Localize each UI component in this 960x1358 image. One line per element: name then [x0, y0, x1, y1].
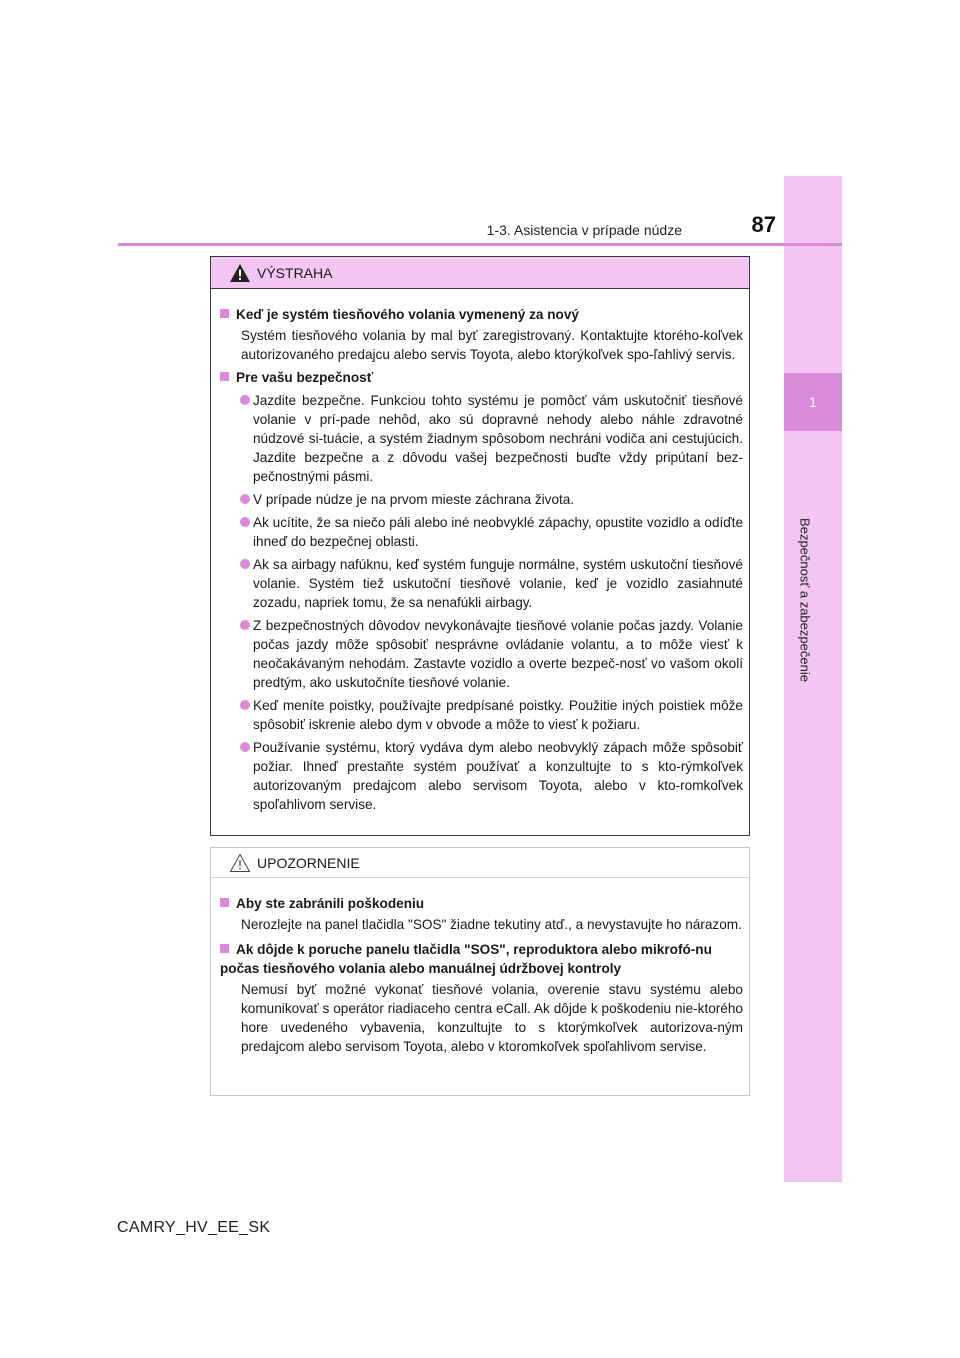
round-bullet-icon: [240, 620, 250, 630]
document-code: CAMRY_HV_EE_SK: [117, 1219, 271, 1236]
caution-title: UPOZORNENIE: [257, 854, 360, 871]
chapter-side-tab: [784, 176, 842, 1182]
page-number: 87: [751, 212, 776, 237]
square-bullet-icon: [220, 309, 229, 318]
warning-bullet: V prípade núdze je na prvom mieste záchrana života.: [220, 490, 743, 509]
section-title: 1-3. Asistencia v prípade núdze: [486, 222, 682, 238]
warning-bullet: Z bezpečnostných dôvodov nevykonávajte tiesňové volanie počas jazdy. Volanie počas jazdy môže spôsobiť nesprávne ovládanie volantu, a to môže viesť k neočakávaným nehodám. Zastavte vozidlo a overte bezpeč-nosť vo vašom okolí predtým, ako uskutočníte tiesňové volanie.: [220, 616, 743, 692]
caution-box: [210, 847, 750, 1096]
round-bullet-icon: [240, 395, 250, 405]
warning-heading-1: Keď je systém tiesňového volania vymenený za nový: [220, 305, 743, 324]
warning-header: [211, 257, 749, 289]
round-bullet-icon: [240, 559, 250, 569]
warning-heading-2: Pre vašu bezpečnosť: [220, 368, 743, 387]
warning-title: VÝSTRAHA: [257, 264, 333, 281]
warning-triangle-icon: [229, 263, 251, 283]
warning-bullet: Ak ucítite, že sa niečo páli alebo iné neobvyklé zápachy, opustite vozidlo a odíďte ihneď do bezpečnej oblasti.: [220, 513, 743, 551]
caution-heading-1: Aby ste zabránili poškodeniu: [220, 894, 743, 913]
warning-paragraph-1: Systém tiesňového volania by mal byť zaregistrovaný. Kontaktujte ktorého-koľvek autorizovaného predajcu alebo servis Toyota, alebo ktorýkoľvek spo-ľahlivý servis.: [241, 328, 743, 362]
caution-heading-2: Ak dôjde k poruche panelu tlačidla "SOS", reproduktora alebo mikrofó-nu počas tiesňového volania alebo manuálnej údržbovej kontroly: [220, 942, 712, 976]
chapter-number: 1: [784, 373, 842, 431]
round-bullet-icon: [240, 742, 250, 752]
caution-content: [211, 878, 749, 1056]
caution-paragraph-2: Nemusí byť možné vykonať tiesňové volania, overenie stavu systému alebo komunikovať s operátor riadiaceho centra eCall. Ak dôjde k poškodeniu nie-ktorého hore uvedeného vybavenia, konzultujte to s ktorýmkoľvek autorizova-ným predajcom alebo servisom Toyota, alebo v ktoromkoľvek spoľahlivom servise.: [241, 982, 743, 1054]
round-bullet-icon: [240, 494, 250, 504]
caution-paragraph-1: Nerozlejte na panel tlačidla "SOS" žiadne tekutiny atď., a nevystavujte ho nárazom.: [241, 917, 742, 932]
header-divider: [118, 243, 842, 246]
warning-bullet: Keď meníte poistky, používajte predpísané poistky. Použitie iných poistiek môže spôsobiť iskrenie alebo dym v obvode a môže to viesť k požiaru.: [220, 696, 743, 734]
round-bullet-icon: [240, 517, 250, 527]
warning-bullet: Ak sa airbagy nafúknu, keď systém funguje normálne, systém uskutoční tiesňové volanie. Systém tiež uskutoční tiesňové volanie, keď je vozidlo zasiahnuté zozadu, napriek tomu, že sa nenafúkli airbagy.: [220, 555, 743, 612]
square-bullet-icon: [220, 944, 229, 953]
chapter-title: Bezpečnosť a zabezpečenie: [797, 518, 813, 682]
warning-bullet: Jazdite bezpečne. Funkciou tohto systému je pomôcť vám uskutočniť tiesňové volanie v prí-pade nehôd, ako sú dopravné nehody alebo náhle zdravotné núdzové si-tuácie, a systém žiadnym spôsobom nechráni vodiča ani cestujúcich. Jazdite bezpečne a z dôvodu vašej bezpečnosti buďte vždy pripútaní bez-pečnostnými pásmi.: [220, 391, 743, 486]
square-bullet-icon: [220, 372, 229, 381]
warning-box: [210, 256, 750, 836]
warning-bullet: Používanie systému, ktorý vydáva dym alebo neobvyklý zápach môže spôsobiť požiar. Ihneď prestaňte systém používať a konzultujte to s kto-rýmkoľvek autorizovaným predajcom alebo servisom Toyota, alebo v kto-romkoľvek spoľahlivom servise.: [220, 738, 743, 814]
warning-content: [211, 289, 749, 814]
caution-header: [211, 848, 749, 878]
caution-triangle-icon: [229, 853, 251, 873]
round-bullet-icon: [240, 700, 250, 710]
square-bullet-icon: [220, 898, 229, 907]
chapter-title-container: [797, 518, 825, 682]
